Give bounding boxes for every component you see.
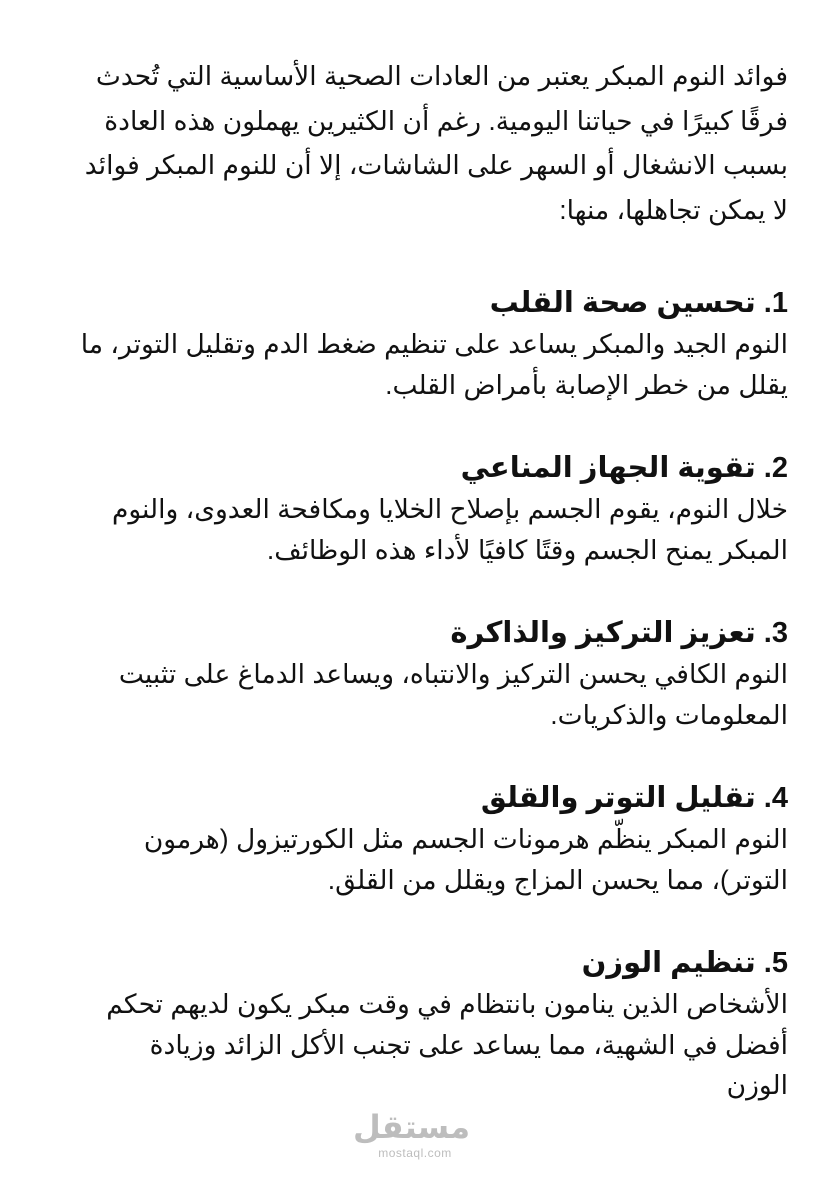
document-page	[76, 54, 788, 1106]
mostaql-watermark-logo	[352, 1108, 470, 1160]
section-title: تحسين صحة القلب	[489, 287, 756, 319]
section-body: النوم الكافي يحسن التركيز والانتباه، ويساعد الدماغ على تثبيت المعلومات والذكريات.	[118, 659, 788, 730]
section-body: خلال النوم، يقوم الجسم بإصلاح الخلايا ومكافحة العدوى، والنوم المبكر يمنح الجسم وقتًا كافيًا لأداء هذه الوظائف.	[111, 494, 788, 565]
section-focus-memory	[76, 612, 788, 735]
section-heading	[76, 942, 788, 984]
section-heading	[76, 777, 788, 819]
section-heart-health	[76, 282, 788, 405]
section-number: 1.	[763, 287, 788, 319]
section-stress-anxiety	[76, 777, 788, 900]
section-heading	[76, 282, 788, 324]
section-heading	[76, 612, 788, 654]
section-body: الأشخاص الذين ينامون بانتظام في وقت مبكر يكون لديهم تحكم أفضل في الشهية، مما يساعد على تجنب الأكل الزائد وزيادة الوزن	[106, 989, 788, 1100]
intro-paragraph: فوائد النوم المبكر يعتبر من العادات الصحية الأساسية التي تُحدث فرقًا كبيرًا في حياتنا اليومية. رغم أن الكثيرين يهملون هذه العادة بسبب الانشغال أو السهر على الشاشات، إلا أن للنوم المبكر فوائد لا يمكن تجاهلها، منها:	[84, 61, 788, 225]
section-heading	[76, 447, 788, 489]
section-title: تقليل التوتر والقلق	[480, 782, 756, 814]
section-title: تنظيم الوزن	[581, 947, 756, 979]
section-number: 5.	[763, 947, 788, 979]
section-number: 3.	[763, 617, 788, 649]
section-title: تقوية الجهاز المناعي	[460, 452, 756, 484]
section-title: تعزيز التركيز والذاكرة	[450, 617, 756, 649]
watermark-arabic-text: مستقل	[352, 1109, 470, 1145]
watermark-latin-text: mostaql.com	[378, 1146, 452, 1160]
section-weight-control	[76, 942, 788, 1106]
section-number: 4.	[763, 782, 788, 814]
section-immune-system	[76, 447, 788, 570]
section-number: 2.	[763, 452, 788, 484]
section-body: النوم المبكر ينظّم هرمونات الجسم مثل الكورتيزول (هرمون التوتر)، مما يحسن المزاج ويقلل من القلق.	[143, 824, 788, 895]
section-body: النوم الجيد والمبكر يساعد على تنظيم ضغط الدم وتقليل التوتر، ما يقلل من خطر الإصابة بأمراض القلب.	[80, 329, 788, 400]
